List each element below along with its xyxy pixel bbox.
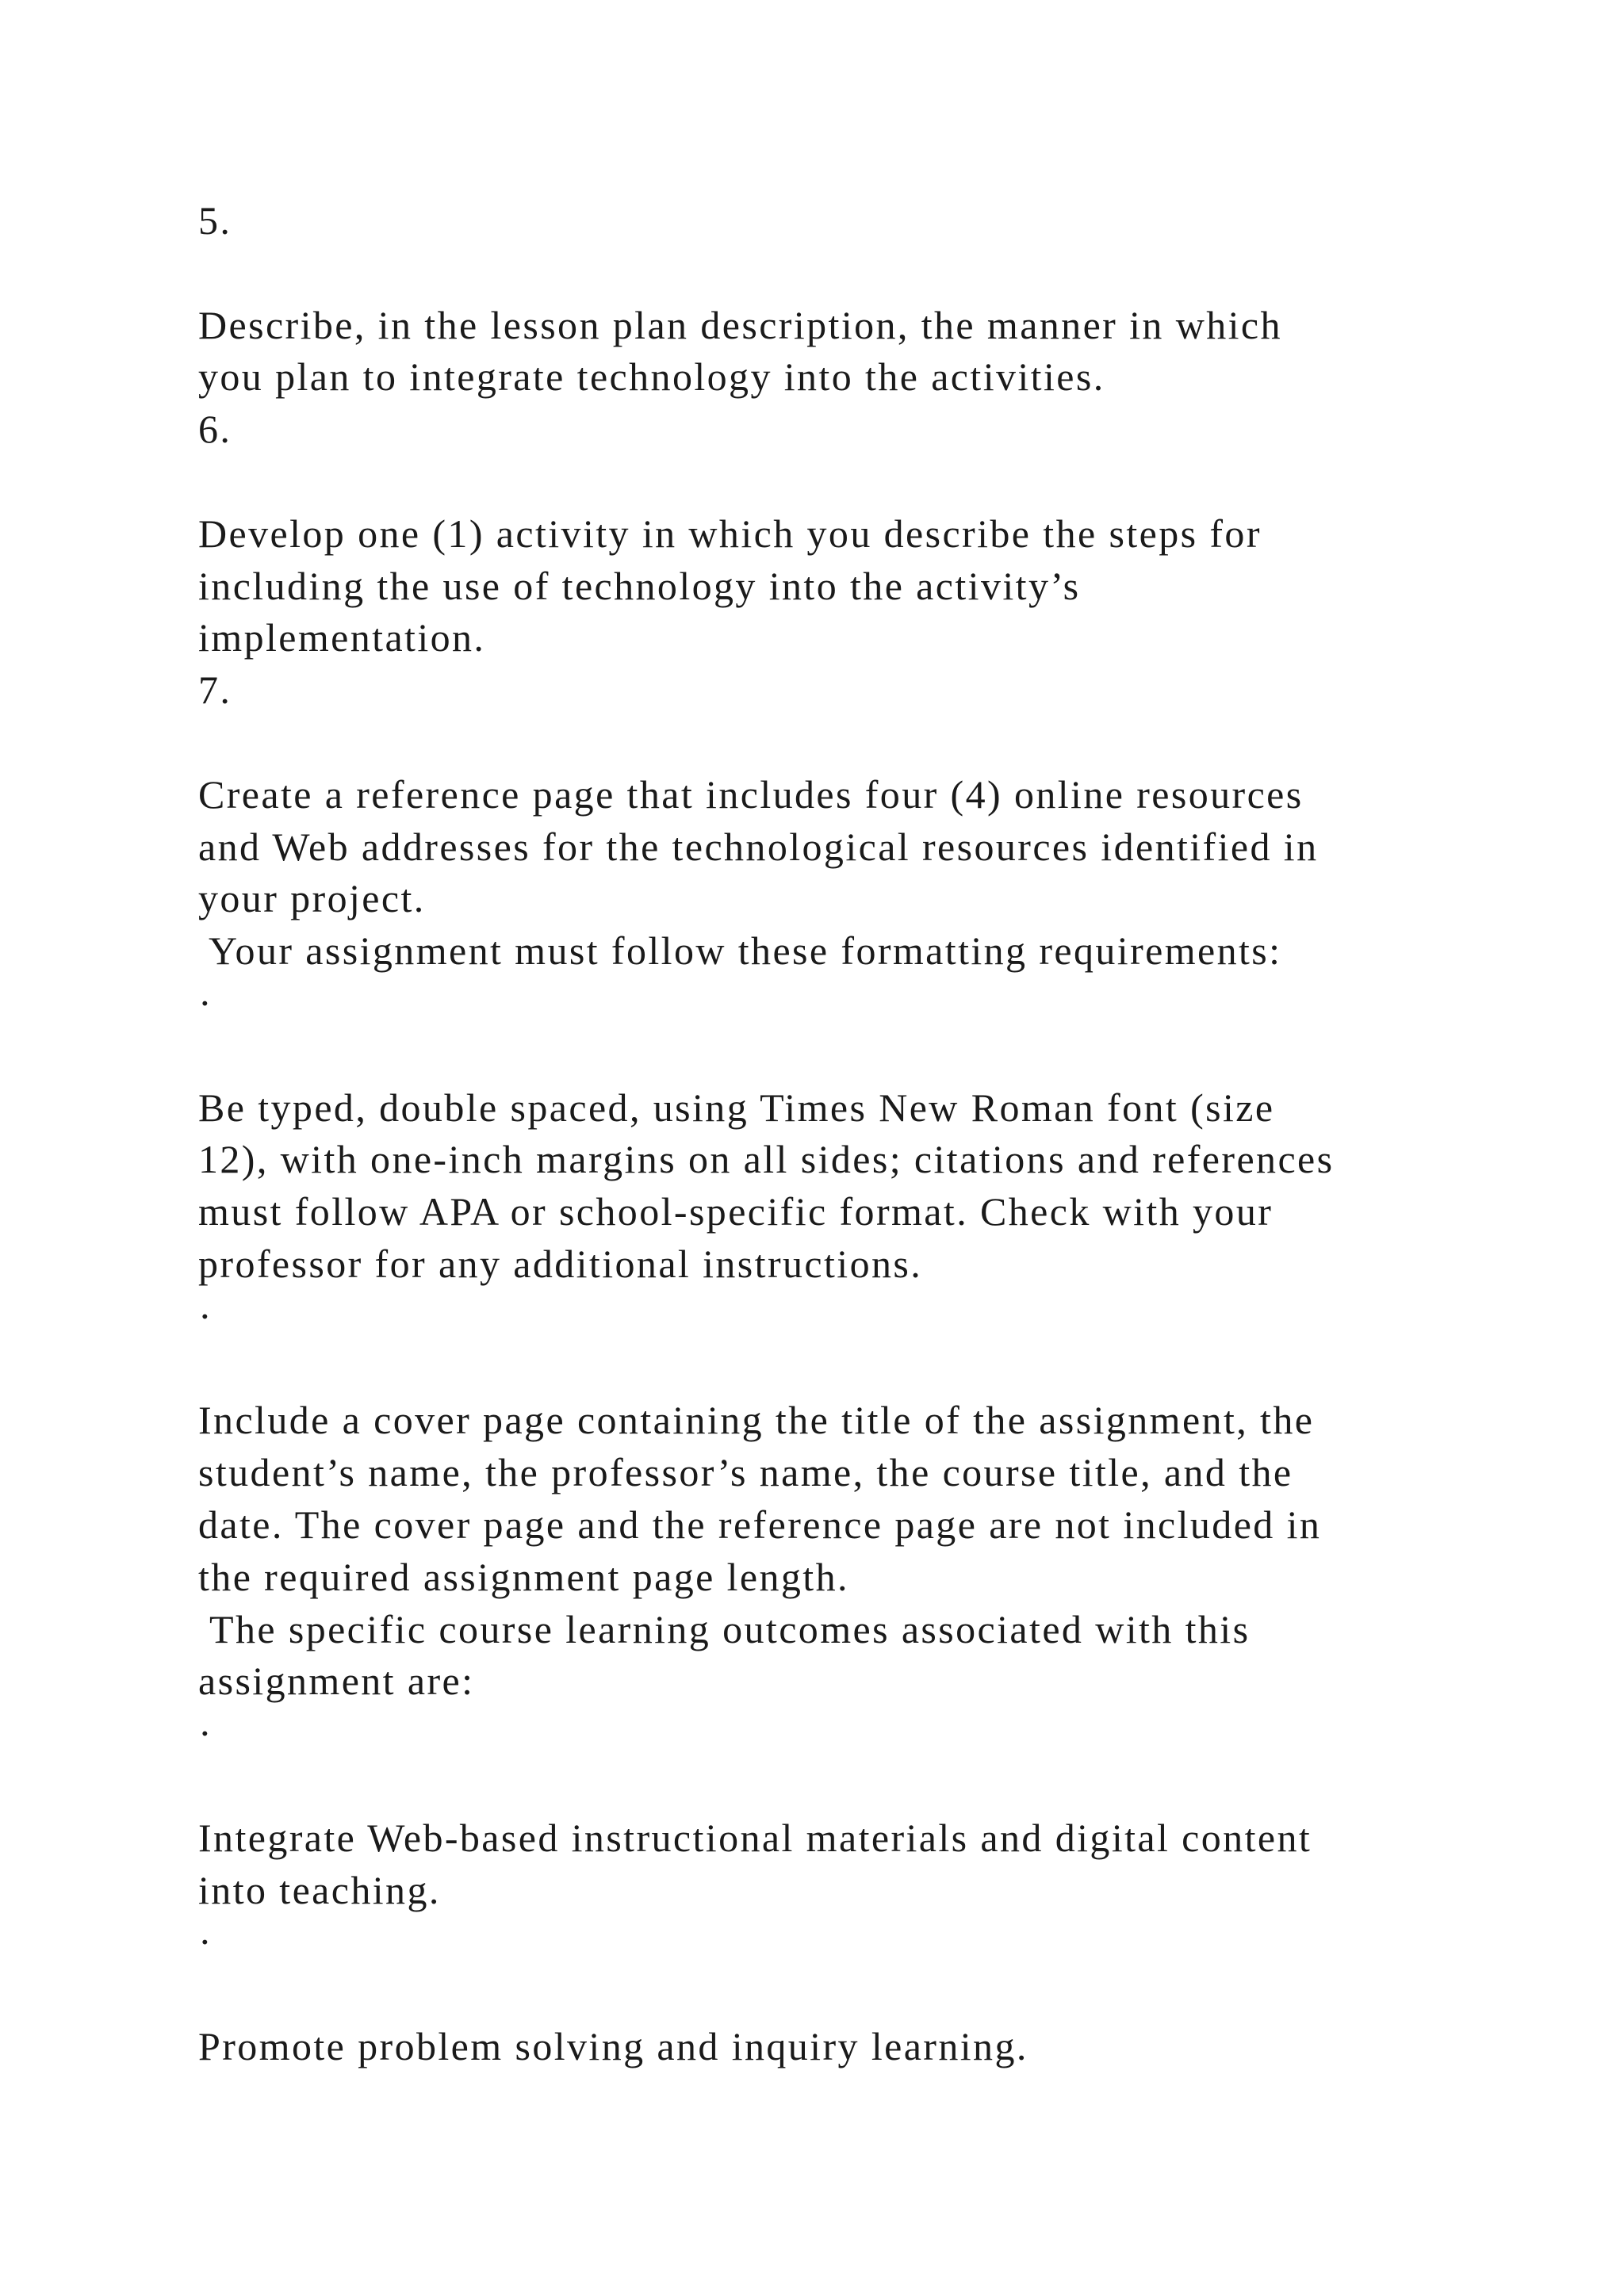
document-line: into teaching.	[198, 1867, 441, 1912]
document-line	[198, 1760, 1507, 1812]
document-line: must follow APA or school-specific format. Check with your	[198, 1189, 1274, 1234]
document-line: Include a cover page containing the title of the assignment, the	[198, 1398, 1315, 1443]
document-line: Describe, in the lesson plan description, the manner in which	[198, 302, 1282, 347]
document-line	[198, 1343, 1507, 1395]
document-line: 12), with one-inch margins on all sides; citations and references	[198, 1137, 1335, 1182]
document-line: Develop one (1) activity in which you describe the steps for	[198, 511, 1262, 556]
document-line: Integrate Web-based instructional materials and digital content	[198, 1815, 1312, 1860]
document-line: Be typed, double spaced, using Times New Roman font (size	[198, 1085, 1275, 1130]
document-line: Create a reference page that includes four (4) online resources	[198, 771, 1304, 817]
document-line	[198, 1969, 1507, 2021]
document-line: assignment are:	[198, 1659, 475, 1704]
document-line: ·	[198, 980, 214, 1025]
document-line: your project.	[198, 876, 426, 921]
document-line: ·	[198, 1711, 214, 1756]
document-line: Your assignment must follow these formatting requirements:	[198, 928, 1282, 974]
document-line: Promote problem solving and inquiry learning.	[198, 2023, 1028, 2068]
document-line: professor for any additional instructions.	[198, 1241, 923, 1286]
document-line: ·	[198, 1919, 214, 1965]
document-line: date. The cover page and the reference page are not included in	[198, 1502, 1322, 1547]
document-line	[198, 1030, 1507, 1082]
document-line: you plan to integrate technology into the activities.	[198, 354, 1105, 400]
document-line: including the use of technology into the activity’s	[198, 563, 1081, 608]
document-line: ·	[198, 1293, 214, 1338]
document-line: the required assignment page length.	[198, 1554, 849, 1599]
document-line	[198, 247, 1507, 300]
document-line: student’s name, the professor’s name, the course title, and the	[198, 1450, 1293, 1495]
document-line: 6.	[198, 407, 232, 452]
document-line: 7.	[198, 668, 232, 713]
document-line: 5.	[198, 198, 232, 243]
document-line	[198, 456, 1507, 508]
document-line: The specific course learning outcomes associated with this	[198, 1606, 1251, 1651]
document-body	[198, 195, 1507, 2073]
document-line	[198, 717, 1507, 769]
document-line: implementation.	[198, 615, 486, 660]
document-line: and Web addresses for the technological resources identified in	[198, 824, 1319, 869]
